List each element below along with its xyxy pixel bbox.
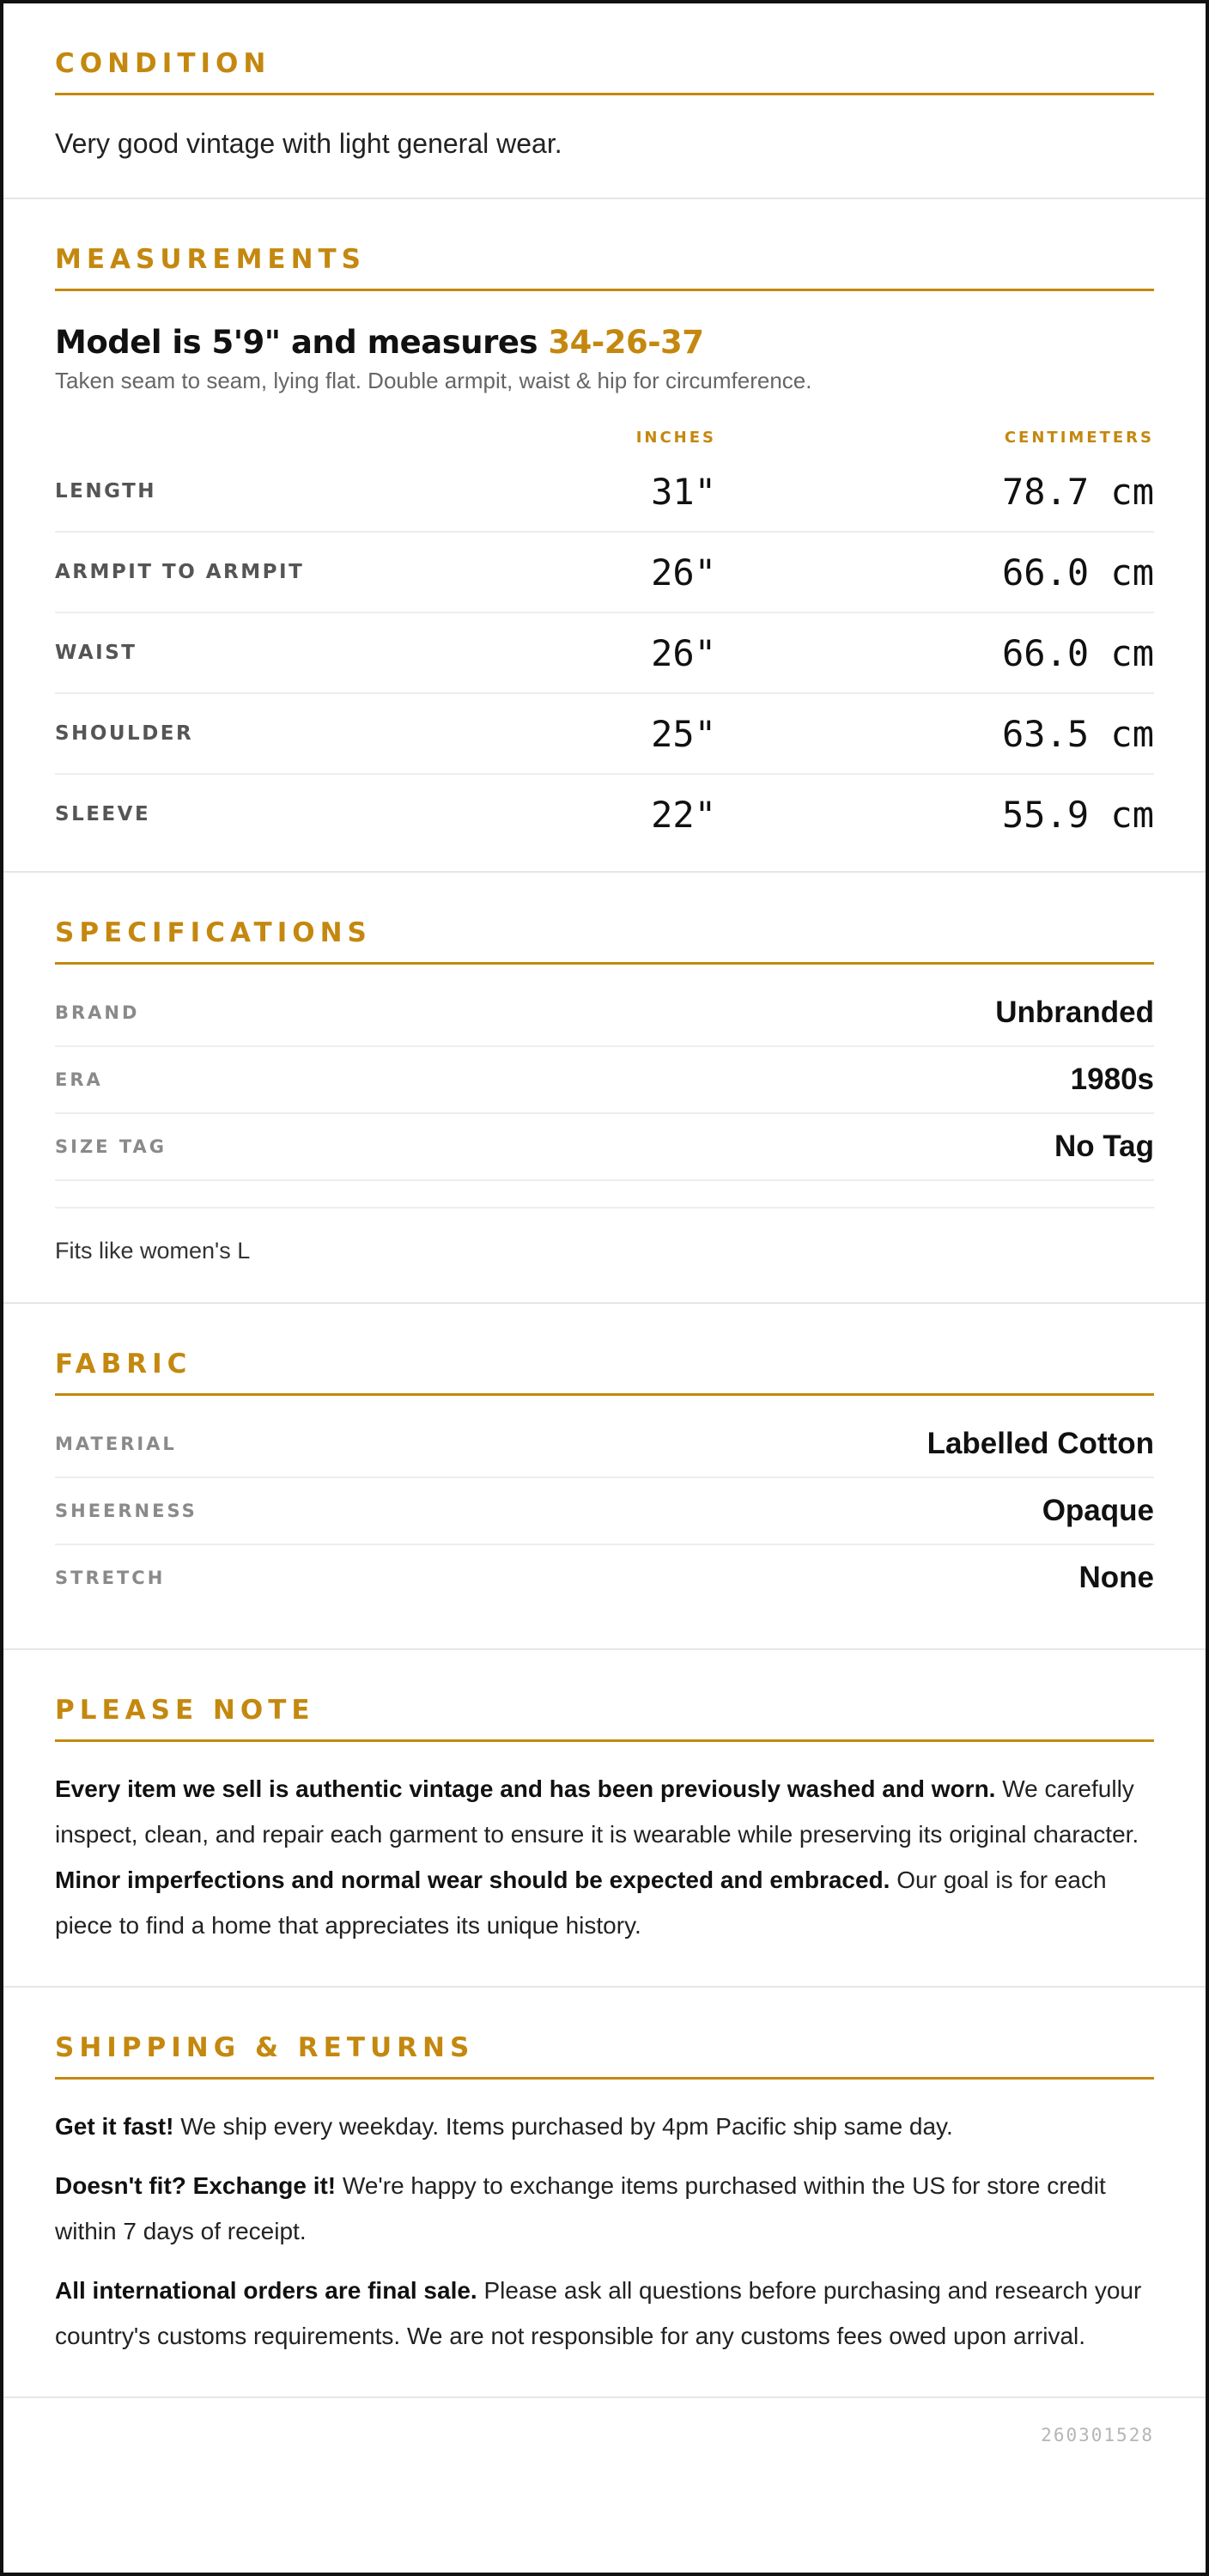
fabric-title: FABRIC <box>55 1349 1154 1396</box>
fabric-row-sheerness <box>55 1478 1154 1545</box>
spec-label: ERA <box>55 1069 103 1090</box>
spec-label: SIZE TAG <box>55 1136 167 1157</box>
measurement-cm: 66.0 cm <box>1001 631 1154 674</box>
fabric-section <box>3 1304 1206 1650</box>
note-text-1: We carefully inspect, clean, and repair each garment to ensure it is wearable while preserving its original character. <box>55 1775 1139 1848</box>
measurement-row-waist <box>55 613 1154 694</box>
fabric-list <box>55 1411 1154 1611</box>
spec-value: Labelled Cotton <box>926 1427 1154 1460</box>
spec-row-brand <box>55 980 1154 1047</box>
condition-title: CONDITION <box>55 48 1154 95</box>
measurement-inches: 26" <box>651 551 716 594</box>
measurement-row-sleeve <box>55 775 1154 854</box>
shipping-text-3: Please ask all questions before purchasing and research your country's customs requirements. We are not responsible for any customs fees owed upon arrival. <box>55 2277 1142 2349</box>
please-note-text <box>55 1766 1154 1948</box>
please-note-title: PLEASE NOTE <box>55 1695 1154 1742</box>
shipping-bold-2: Doesn't fit? Exchange it! <box>55 2172 337 2199</box>
measurement-label: SHOULDER <box>55 722 194 745</box>
spec-value: Opaque <box>1042 1494 1154 1527</box>
measurements-section <box>3 199 1206 873</box>
sku-number: 260301528 <box>1041 2425 1154 2445</box>
column-inches: INCHES <box>635 429 716 447</box>
spec-label: BRAND <box>55 1002 140 1023</box>
spec-label: SHEERNESS <box>55 1501 197 1521</box>
measurement-row-armpit <box>55 533 1154 613</box>
measurement-cm: 78.7 cm <box>1001 470 1154 513</box>
measurement-inches: 22" <box>651 793 716 836</box>
spec-label: STRETCH <box>55 1568 166 1588</box>
measurement-label: ARMPIT TO ARMPIT <box>55 561 305 583</box>
measurements-header <box>55 429 1154 447</box>
shipping-text-1: We ship every weekday. Items purchased by 4pm Pacific ship same day. <box>173 2113 953 2140</box>
measurement-row-length <box>55 452 1154 533</box>
condition-section <box>3 3 1206 199</box>
fabric-row-stretch <box>55 1545 1154 1611</box>
fabric-row-material <box>55 1411 1154 1478</box>
shipping-section <box>3 1988 1206 2398</box>
fit-note: Fits like women's L <box>55 1207 1154 1264</box>
note-bold-2: Minor imperfections and normal wear should be expected and embraced. <box>55 1867 890 1893</box>
footer <box>3 2398 1206 2472</box>
specifications-title: SPECIFICATIONS <box>55 917 1154 965</box>
shipping-paragraph-2 <box>55 2163 1154 2254</box>
measurement-cm: 63.5 cm <box>1001 712 1154 755</box>
shipping-text-2: We're happy to exchange items purchased within the US for store credit within 7 days of receipt. <box>55 2172 1106 2244</box>
measurement-label: SLEEVE <box>55 803 151 825</box>
model-measurements <box>55 324 1154 361</box>
measurement-method-note: Taken seam to seam, lying flat. Double armpit, waist & hip for circumference. <box>55 368 812 393</box>
specifications-list <box>55 980 1154 1181</box>
spec-value: 1980s <box>1070 1063 1154 1096</box>
note-bold-1: Every item we sell is authentic vintage and has been previously washed and worn. <box>55 1775 996 1802</box>
measurements-title: MEASUREMENTS <box>55 244 1154 291</box>
model-measure-value: 34-26-37 <box>548 324 704 361</box>
measurements-table <box>55 452 1154 854</box>
spec-row-era <box>55 1047 1154 1114</box>
spec-row-size-tag <box>55 1114 1154 1181</box>
spec-value: No Tag <box>1054 1130 1154 1163</box>
shipping-title: SHIPPING & RETURNS <box>55 2032 1154 2080</box>
measurement-cm: 66.0 cm <box>1001 551 1154 594</box>
column-centimeters: CENTIMETERS <box>1004 429 1154 447</box>
measurement-inches: 25" <box>651 712 716 755</box>
shipping-bold-1: Get it fast! <box>55 2113 174 2140</box>
model-prefix: Model is 5'9" and measures <box>55 324 549 361</box>
spec-label: MATERIAL <box>55 1434 177 1454</box>
measurement-inches: 31" <box>651 470 716 513</box>
measurement-label: WAIST <box>55 642 137 664</box>
condition-text: Very good vintage with light general wear. <box>55 128 562 159</box>
shipping-bold-3: All international orders are final sale. <box>55 2277 477 2304</box>
shipping-paragraph-1 <box>55 2104 1154 2149</box>
measurement-cm: 55.9 cm <box>1001 793 1154 836</box>
measurement-label: LENGTH <box>55 480 157 502</box>
specifications-section <box>3 873 1206 1304</box>
note-text-2: Our goal is for each piece to find a home that appreciates its unique history. <box>55 1867 1107 1939</box>
spec-value: None <box>1078 1561 1154 1594</box>
spec-value: Unbranded <box>995 996 1154 1029</box>
measurement-inches: 26" <box>651 631 716 674</box>
please-note-section <box>3 1650 1206 1988</box>
measurement-row-shoulder <box>55 694 1154 775</box>
shipping-paragraph-3 <box>55 2268 1154 2359</box>
